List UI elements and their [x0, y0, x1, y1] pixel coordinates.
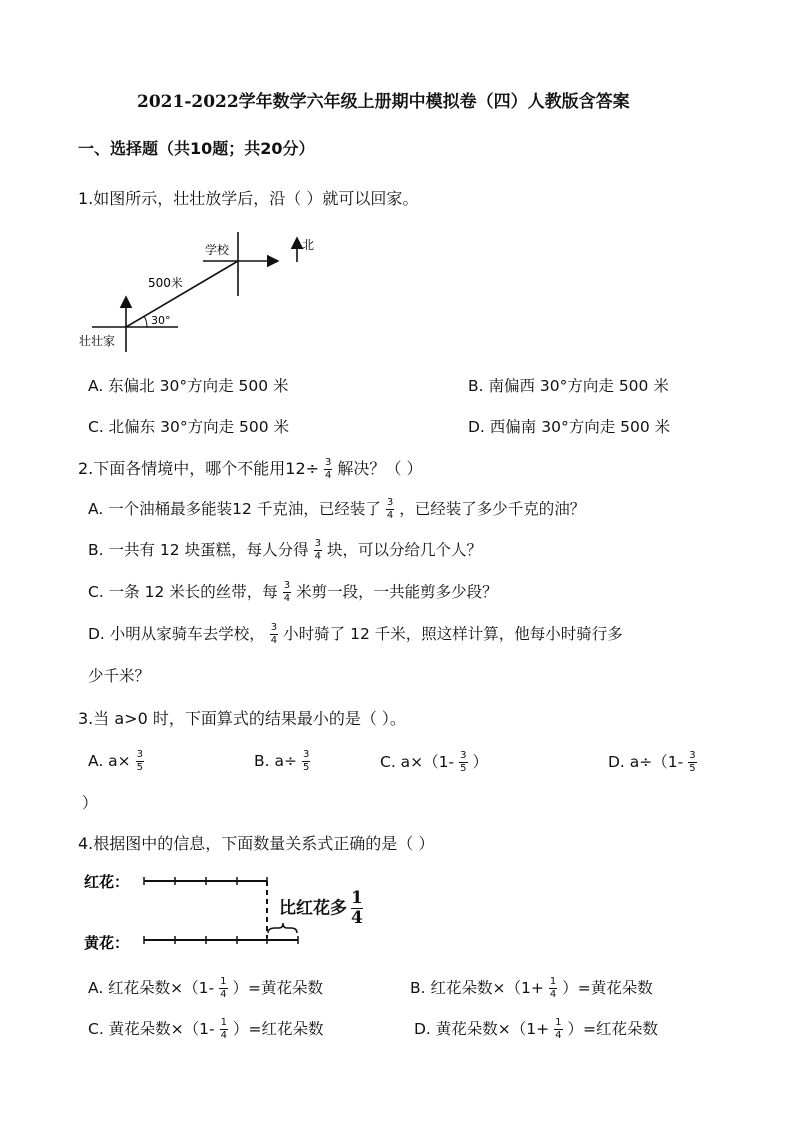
fraction: $\frac{3}{5}$: [460, 750, 467, 774]
section-heading: 一、选择题（共10题；共20分）: [78, 139, 315, 158]
q1-option-b[interactable]: B. 南偏西 30°方向走 500 米: [468, 377, 669, 395]
q1-option-a[interactable]: A. 东偏北 30°方向走 500 米: [88, 377, 289, 395]
q2-option-a[interactable]: A. 一个油桶最多能装12 千克油，已经装了 $\frac{3}{4}$ ，已经装了多少千克的油？: [88, 497, 586, 521]
fraction: $\frac{3}{4}$: [386, 497, 394, 521]
q1-direction-diagram: [78, 232, 328, 352]
fraction: $\frac{3}{4}$: [325, 457, 332, 481]
angle-arc: [144, 316, 147, 327]
q1-stem: 1.如图所示，壮壮放学后，沿（ ）就可以回家。: [78, 189, 419, 208]
q3-option-b[interactable]: B. a÷ $\frac{3}{5}$: [254, 749, 310, 773]
q3-option-d[interactable]: D. a÷（1- $\frac{3}{5}$: [608, 750, 696, 774]
fraction: $\frac{1}{4}$: [555, 1017, 562, 1041]
red-flower-label: 红花：: [84, 873, 130, 891]
fraction-one-quarter: $\frac{1}{4}$: [351, 888, 363, 928]
q3-option-c[interactable]: C. a×（1- $\frac{3}{5}$ ）: [380, 750, 489, 774]
q2-option-d[interactable]: D. 小明从家骑车去学校， $\frac{3}{4}$ 小时骑了 12 千米，照这样计算，他每小时骑行多: [88, 622, 623, 646]
more-than-red-label: 比红花多 $\frac{1}{4}$: [279, 888, 363, 928]
q1-option-c[interactable]: C. 北偏东 30°方向走 500 米: [88, 418, 290, 436]
fraction: $\frac{1}{4}$: [220, 1017, 227, 1041]
fraction: $\frac{3}{5}$: [136, 749, 144, 773]
north-label: 北: [302, 238, 315, 252]
home-label: 壮壮家: [79, 334, 116, 348]
fraction: $\frac{1}{4}$: [220, 976, 227, 1000]
q2-option-b[interactable]: B. 一共有 12 块蛋糕，每人分得 $\frac{3}{4}$ 块，可以分给几个人？: [88, 538, 482, 562]
q2-stem: 2.下面各情境中，哪个不能用12÷ $\frac{3}{4}$ 解决？（ ）: [78, 457, 423, 481]
q2-option-c[interactable]: C. 一条 12 米长的丝带，每 $\frac{3}{4}$ 米剪一段，一共能剪多少段？: [88, 580, 498, 604]
angle-label: 30°: [151, 314, 171, 327]
fraction: $\frac{3}{4}$: [283, 580, 291, 604]
q4-option-c[interactable]: C. 黄花朵数×（1- $\frac{1}{4}$ ）=红花朵数: [88, 1017, 324, 1041]
distance-label: 500米: [148, 276, 183, 290]
page-title: 2021-2022学年数学六年级上册期中模拟卷（四）人教版含答案: [137, 92, 630, 112]
q3-option-a[interactable]: A. a× $\frac{3}{5}$: [88, 749, 144, 773]
school-label: 学校: [205, 243, 230, 257]
fraction: $\frac{1}{4}$: [549, 976, 557, 1000]
q3-option-d-close: ）: [82, 794, 98, 812]
q4-option-a[interactable]: A. 红花朵数×（1- $\frac{1}{4}$ ）=黄花朵数: [88, 976, 324, 1000]
fraction: $\frac{3}{5}$: [302, 749, 310, 773]
route-line: [126, 261, 238, 327]
fraction: $\frac{3}{4}$: [270, 622, 278, 646]
q4-option-b[interactable]: B. 红花朵数×（1+ $\frac{1}{4}$ ）=黄花朵数: [410, 976, 653, 1000]
q3-stem: 3.当 a>0 时，下面算式的结果最小的是（ ）。: [78, 709, 406, 728]
q4-option-d[interactable]: D. 黄花朵数×（1+ $\frac{1}{4}$ ）=红花朵数: [414, 1017, 659, 1041]
fraction: $\frac{3}{4}$: [314, 538, 321, 562]
fraction: $\frac{3}{5}$: [689, 750, 696, 774]
q1-option-d[interactable]: D. 西偏南 30°方向走 500 米: [468, 418, 671, 436]
q2-option-d-continued: 少千米？: [88, 667, 151, 685]
q4-stem: 4.根据图中的信息，下面数量关系式正确的是（ ）: [78, 834, 435, 853]
yellow-flower-label: 黄花：: [84, 934, 130, 952]
